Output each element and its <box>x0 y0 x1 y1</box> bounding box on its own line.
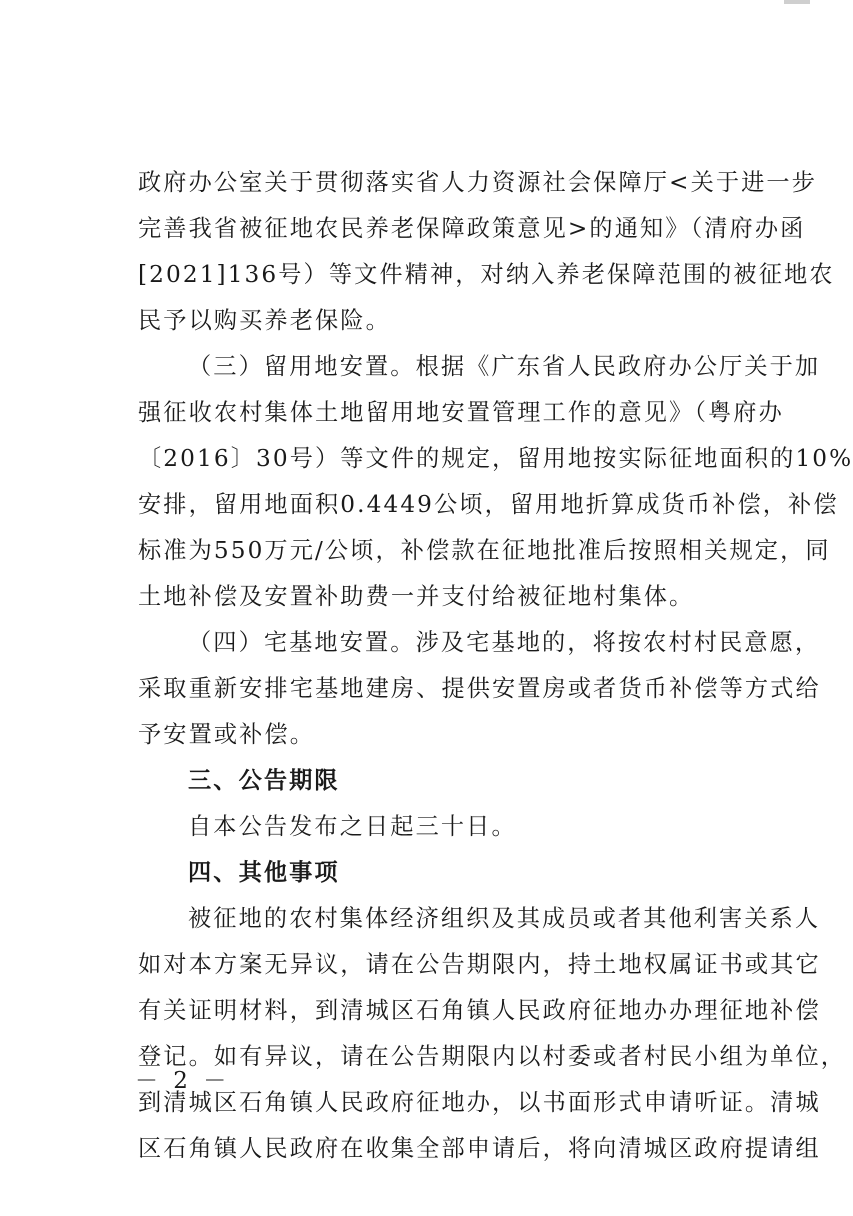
text-line: 采取重新安排宅基地建房、提供安置房或者货币补偿等方式给 <box>138 675 821 702</box>
body-text <box>138 160 853 1172</box>
section-heading: 三、公告期限 <box>188 767 340 794</box>
text-line: 政府办公室关于贯彻落实省人力资源社会保障厅<关于进一步 <box>138 169 818 196</box>
section-heading: 四、其他事项 <box>188 859 340 886</box>
paragraph-start: 自本公告发布之日起三十日。 <box>188 813 517 840</box>
text-line: 予安置或补偿。 <box>138 721 316 748</box>
text-line: 土地补偿及安置补助费一并支付给被征地村集体。 <box>138 583 695 610</box>
text-line: 强征收农村集体土地留用地安置管理工作的意见》（粤府办 <box>138 399 784 426</box>
text-line: 如对本方案无异议，请在公告期限内，持土地权属证书或其它 <box>138 951 821 978</box>
scan-artifact <box>784 0 810 4</box>
text-line: 到清城区石角镇人民政府征地办，以书面形式申请听证。清城 <box>138 1089 821 1116</box>
paragraph-start: （三）留用地安置。根据《广东省人民政府办公厅关于加 <box>188 353 821 380</box>
text-line: 登记。如有异议，请在公告期限内以村委或者村民小组为单位， <box>138 1043 847 1070</box>
text-line: 安排，留用地面积0.4449公顷，留用地折算成货币补偿，补偿 <box>138 491 839 518</box>
text-line: [2021]136号）等文件精神，对纳入养老保障范围的被征地农 <box>138 261 835 288</box>
paragraph-start: （四）宅基地安置。涉及宅基地的，将按农村村民意愿， <box>188 629 821 656</box>
page-number: － 2 － <box>135 1068 231 1094</box>
text-line: 民予以购买养老保险。 <box>138 307 391 334</box>
text-line: 完善我省被征地农民养老保障政策意见>的通知》（清府办函 <box>138 215 806 242</box>
text-line: 有关证明材料，到清城区石角镇人民政府征地办办理征地补偿 <box>138 997 821 1024</box>
text-line: 区石角镇人民政府在收集全部申请后，将向清城区政府提请组 <box>138 1135 821 1162</box>
text-line: 〔2016〕30号）等文件的规定，留用地按实际征地面积的10% <box>138 445 853 472</box>
paragraph-start: 被征地的农村集体经济组织及其成员或者其他利害关系人 <box>188 905 821 932</box>
text-line: 标准为550万元/公顷，补偿款在征地批准后按照相关规定，同 <box>138 537 831 564</box>
